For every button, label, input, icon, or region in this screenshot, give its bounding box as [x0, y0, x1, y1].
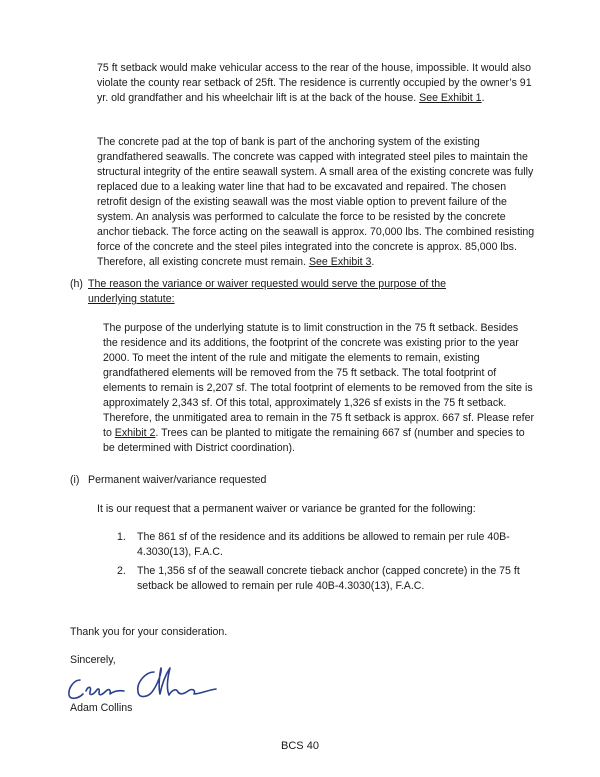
paragraph-concrete-pad [97, 135, 537, 270]
exhibit-3-link[interactable]: See Exhibit 3 [308, 256, 372, 268]
list-item [117, 530, 532, 562]
section-i-heading [70, 473, 500, 489]
list-text: The 1,356 sf of the seawall concrete tieback anchor (capped concrete) in the 75 ft setback be allowed to remain per rule 40B-4.3030(13), F.A.C. [137, 565, 520, 592]
paragraph-end: . [371, 256, 375, 268]
section-h-title: The reason the variance or waiver requested would serve the purpose of the underlying statute: [88, 278, 447, 305]
handwritten-signature [66, 664, 226, 702]
paragraph-request: It is our request that a permanent waiver or variance be granted for the following: [97, 503, 476, 515]
list-item [117, 564, 532, 596]
section-i-label: (i) [70, 474, 80, 486]
closing-line: Thank you for your consideration. [70, 626, 228, 638]
exhibit-2-link[interactable]: Exhibit 2 [114, 427, 156, 439]
paragraph-text: The purpose of the underlying statute is to limit construction in the 75 ft setback. Besides the residence and its additions, the footprint of the concrete was existing prior to the year 2000. To meet the intent of the rule and mitigate the elements to remain, existing grandfathered elements will be removed from the 75 ft setback. The total footprint of elements to remain is 2,207 sf. The total footprint of elements to be removed from the site is approximately 2,343 sf. Of this total, approximately 1,326 sf exists in the 75 ft setback. Therefore, the unmitigated area to remain in the 75 ft setback is approx. 667 sf. Please refer to [103, 322, 535, 439]
list-number: 2. [117, 565, 126, 577]
paragraph-setback [97, 61, 535, 106]
page-footer: BCS 40 [281, 740, 319, 752]
sincerely-line: Sincerely, [70, 654, 116, 666]
section-h-heading [70, 277, 500, 309]
paragraph-purpose [103, 321, 535, 456]
paragraph-end: . [481, 92, 485, 104]
list-text: The 861 sf of the residence and its additions be allowed to remain per rule 40B-4.3030(13), F.A.C. [137, 531, 510, 558]
paragraph-end: . Trees can be planted to mitigate the remaining 667 sf (number and species to be determined with District coordination). [103, 427, 525, 454]
section-i-title: Permanent waiver/variance requested [88, 474, 267, 486]
section-h-label: (h) [70, 278, 83, 290]
paragraph-text: The concrete pad at the top of bank is part of the anchoring system of the existing grandfathered seawalls. The concrete was capped with integrated steel piles to maintain the structural integrity of the entire seawall system. A small area of the existing concrete was fully replaced due to a leaking water line that had to be excavated and repaired. The chosen retrofit design of the existing seawall was the most viable option to prevent failure of the system. An analysis was performed to calculate the force to be resisted by the concrete anchor tieback. The force acting on the seawall is approx. 70,000 lbs. The combined resisting force of the concrete and the steel piles integrated into the concrete is approx. 85,000 lbs. Therefore, all existing concrete must remain. [97, 136, 535, 268]
signer-name: Adam Collins [70, 702, 133, 714]
list-number: 1. [117, 531, 126, 543]
exhibit-1-link[interactable]: See Exhibit 1 [419, 92, 482, 104]
paragraph-text: 75 ft setback would make vehicular access to the rear of the house, impossible. It would also violate the county rear setback of 25ft. The residence is currently occupied by the owner’s 91 yr. old grandfather and his wheelchair lift is at the back of the house. [97, 62, 532, 104]
